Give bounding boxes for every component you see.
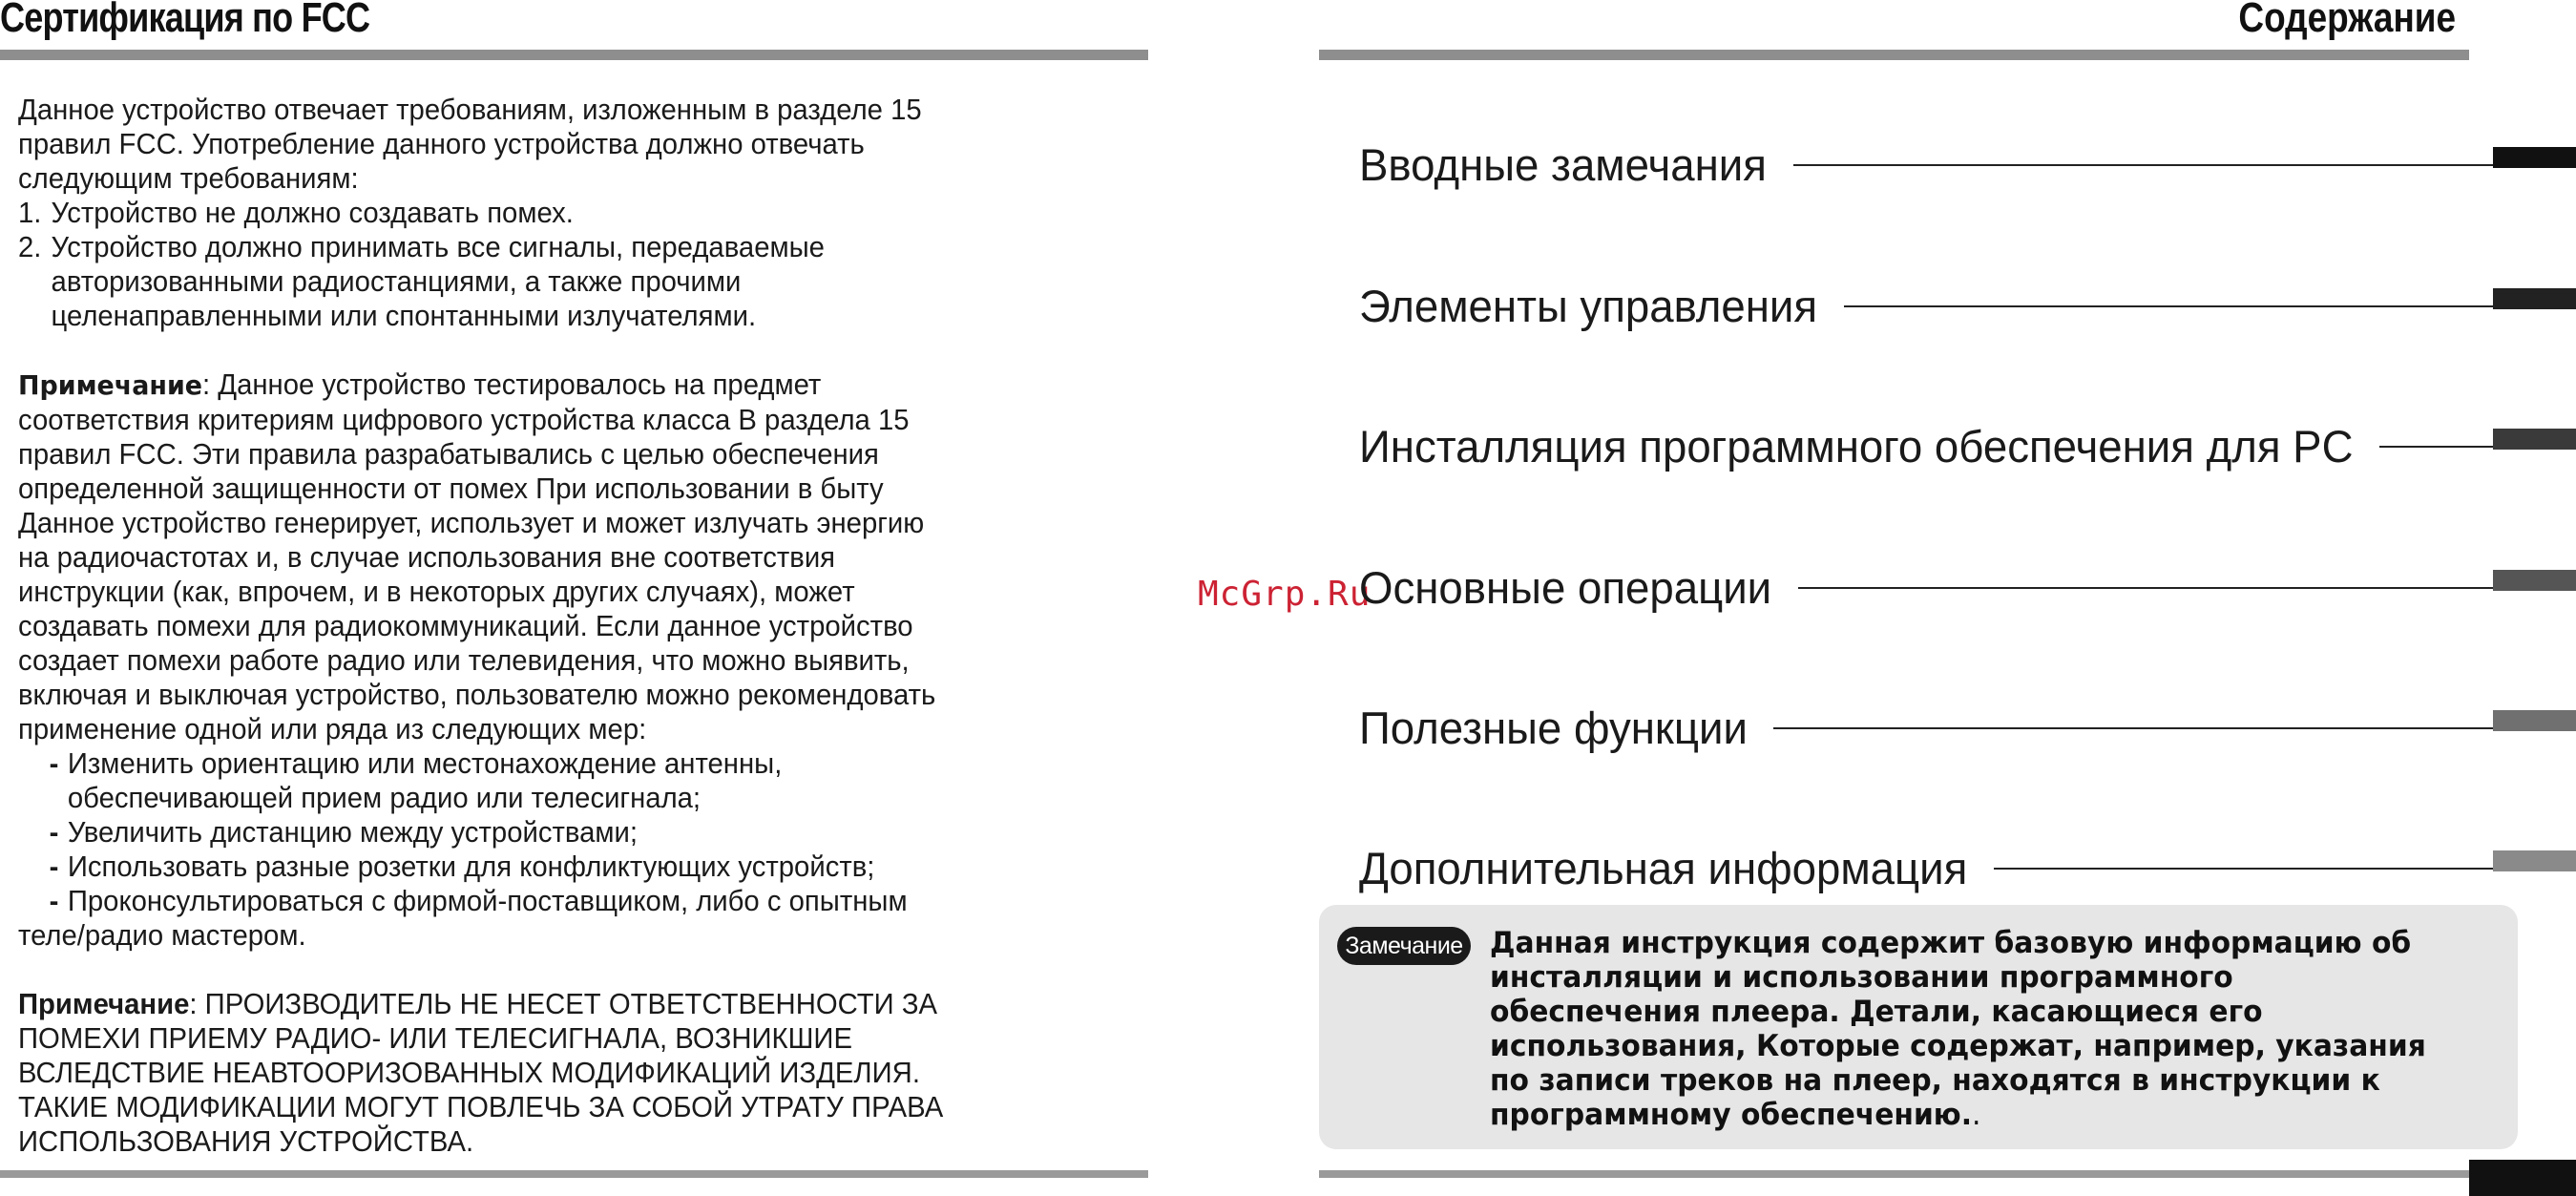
requirement-text: целенаправленными или спонтанными излучателями. bbox=[51, 300, 757, 332]
toc-tab bbox=[2493, 288, 2576, 309]
note1-line: создавать помехи для радиокоммуникаций. Если данное устройство bbox=[18, 610, 913, 642]
requirement-item bbox=[18, 230, 1062, 264]
measure-text: Проконсультироваться с фирмой-поставщиком, либо с опытным bbox=[67, 885, 908, 917]
toc-item[interactable] bbox=[1359, 417, 2398, 474]
measure-text: Использовать разные розетки для конфликтующих устройств; bbox=[67, 850, 875, 883]
note-line: инсталляции и использовании программного bbox=[1490, 960, 2233, 995]
note2-text: : ПРОИЗВОДИТЕЛЬ НЕ НЕСЕТ ОТВЕТСТВЕННОСТИ ЗА bbox=[189, 988, 938, 1020]
measure-item bbox=[18, 850, 1062, 884]
toc-leader-line bbox=[1994, 868, 2493, 870]
footer-rule-left bbox=[0, 1170, 1148, 1178]
header-rule-right bbox=[1319, 50, 2469, 60]
measure-text-cont: обеспечивающей прием радио или телесигнала; bbox=[67, 782, 702, 814]
toc-tab bbox=[2493, 570, 2576, 591]
toc-item[interactable] bbox=[1359, 277, 1845, 334]
intro-line: правил FCC. Употребление данного устройства должно отвечать bbox=[18, 128, 865, 160]
toc-tab bbox=[2493, 850, 2576, 871]
note-line: Данная инструкция содержит базовую информацию об bbox=[1490, 926, 2412, 960]
toc-tab bbox=[2493, 429, 2576, 450]
toc-label: Полезные функции bbox=[1359, 702, 1748, 753]
toc-label: Дополнительная информация bbox=[1359, 842, 1968, 893]
requirement-text: авторизованными радиостанциями, а также прочими bbox=[51, 265, 742, 298]
measure-dash: - bbox=[49, 816, 59, 849]
measure-dash: - bbox=[49, 850, 59, 883]
requirement-number: 1. bbox=[18, 197, 42, 229]
requirement-text: Устройство должно принимать все сигналы, передаваемые bbox=[51, 231, 825, 263]
note1-text: : Данное устройство тестировалось на предмет bbox=[202, 368, 822, 401]
requirement-number: 2. bbox=[18, 231, 42, 263]
note1-line: применение одной или ряда из следующих мер: bbox=[18, 713, 647, 745]
fcc-body bbox=[18, 93, 1062, 1159]
note1-first-line bbox=[18, 367, 1062, 403]
toc-label: Инсталляция программного обеспечения для PC bbox=[1359, 420, 2354, 472]
toc-leader-line bbox=[1844, 305, 2493, 307]
measure-text: Изменить ориентацию или местонахождение антенны, bbox=[67, 747, 783, 780]
measure-dash: - bbox=[49, 747, 59, 780]
toc-tab bbox=[2493, 710, 2576, 731]
note1-line: на радиочастотах и, в случае использования вне соответствия bbox=[18, 541, 836, 574]
note-line-text: программному обеспечению. bbox=[1490, 1098, 1973, 1132]
note1-label: Примечание bbox=[18, 369, 203, 401]
note1-line: правил FCC. Эти правила разрабатывались с целью обеспечения bbox=[18, 438, 879, 471]
page-corner-block bbox=[2469, 1160, 2576, 1196]
toc-item[interactable] bbox=[1359, 136, 1792, 193]
toc-leader-line bbox=[1773, 727, 2493, 729]
intro-line: следующим требованиям: bbox=[18, 162, 359, 195]
header-rule-left bbox=[0, 50, 1148, 60]
intro-line: Данное устройство отвечает требованиям, изложенным в разделе 15 bbox=[18, 94, 922, 126]
note1-line: инструкции (как, впрочем, и в некоторых других случаях), может bbox=[18, 576, 855, 608]
note2-line: ТАКИЕ МОДИФИКАЦИИ МОГУТ ПОВЛЕЧЬ ЗА СОБОЙ УТРАТУ ПРАВА bbox=[18, 1091, 944, 1123]
measure-item bbox=[18, 815, 1062, 850]
toc-leader-line bbox=[1798, 587, 2493, 589]
toc-item[interactable] bbox=[1359, 558, 1798, 616]
measure-item bbox=[18, 884, 1062, 918]
note-line: обеспечения плеера. Детали, касающиеся его bbox=[1490, 995, 2263, 1029]
note-line: по записи треков на плеер, находятся в инструкции к bbox=[1490, 1063, 2380, 1098]
measure-dash: - bbox=[49, 885, 59, 917]
note1-line: включая и выключая устройство, пользователю можно рекомендовать bbox=[18, 679, 936, 711]
note2-line: ИСПОЛЬЗОВАНИЯ УСТРОЙСТВА. bbox=[18, 1125, 474, 1158]
note-badge: Замечание bbox=[1337, 927, 1471, 965]
note1-line: соответствия критериям цифрового устройства класса B раздела 15 bbox=[18, 404, 910, 436]
watermark: McGrp.Ru bbox=[1198, 575, 1372, 614]
note2-first-line bbox=[18, 987, 1062, 1021]
toc-item[interactable] bbox=[1359, 839, 2000, 896]
toc-label: Элементы управления bbox=[1359, 280, 1818, 331]
toc-label: Основные операции bbox=[1359, 561, 1772, 613]
note1-line: создает помехи работе радио или телевидения, что можно выявить, bbox=[18, 644, 910, 677]
page-title-fcc: Сертификация по FCC bbox=[0, 0, 370, 41]
requirement-item bbox=[18, 196, 1062, 230]
measure-text: Увеличить дистанцию между устройствами; bbox=[67, 816, 639, 849]
toc-item[interactable] bbox=[1359, 699, 1773, 756]
toc-label: Вводные замечания bbox=[1359, 138, 1767, 190]
note-text bbox=[1490, 926, 2461, 1132]
note2-line: ВСЛЕДСТВИЕ НЕАВТООРИЗОВАННЫХ МОДИФИКАЦИЙ ИЗДЕЛИЯ. bbox=[18, 1057, 920, 1089]
note-trailing-dot: . bbox=[1972, 1098, 1981, 1132]
toc-leader-line bbox=[2379, 446, 2493, 448]
requirement-text: Устройство не должно создавать помех. bbox=[51, 197, 574, 229]
page-title-contents: Содержание bbox=[2238, 0, 2456, 41]
note-line bbox=[1490, 1098, 2461, 1132]
toc-tab bbox=[2493, 147, 2576, 168]
footer-rule-right bbox=[1319, 1170, 2469, 1178]
note1-line: определенной защищенности от помех При использовании в быту bbox=[18, 472, 884, 505]
note2-line: ПОМЕХИ ПРИЕМУ РАДИО- ИЛИ ТЕЛЕСИГНАЛА, ВОЗНИКШИЕ bbox=[18, 1022, 852, 1055]
note1-line: Данное устройство генерирует, использует и может излучать энергию bbox=[18, 507, 925, 539]
note-line: использования, Которые содержат, например, указания bbox=[1490, 1029, 2426, 1063]
note2-label: Примечание bbox=[18, 988, 190, 1020]
measure-item bbox=[18, 746, 1062, 781]
toc-leader-line bbox=[1793, 164, 2493, 166]
measures-tail: теле/радио мастером. bbox=[18, 919, 306, 952]
